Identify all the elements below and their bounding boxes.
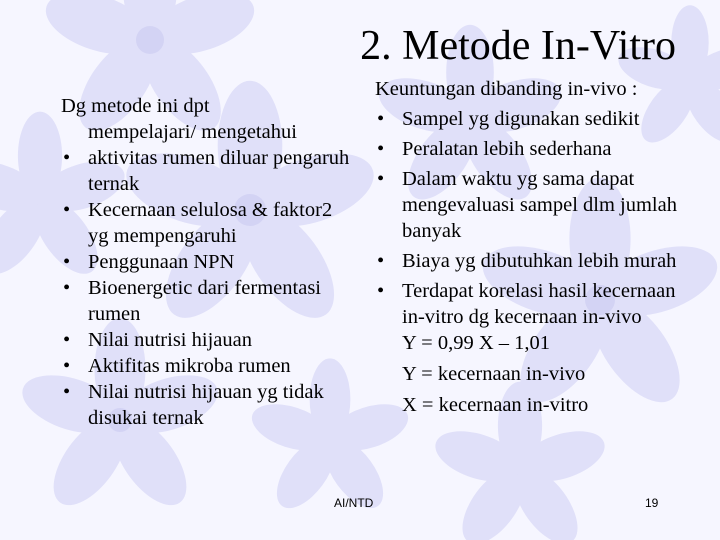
list-item-text: Nilai nutrisi hijauan: [88, 329, 252, 351]
list-item: [61, 145, 351, 197]
page-number: 19: [645, 496, 659, 510]
bullet-icon: •: [377, 138, 385, 160]
list-item-text: Sampel yg digunakan sedikit: [402, 108, 640, 130]
list-item: [375, 106, 695, 132]
slide-title: 2. Metode In-Vitro: [360, 23, 676, 69]
right-column: [375, 76, 695, 418]
bullet-icon: •: [377, 250, 385, 272]
bullet-icon: •: [63, 147, 71, 169]
footer-author: AI/NTD: [334, 496, 374, 510]
list-item-text: Peralatan lebih sederhana: [402, 138, 612, 160]
list-item-text: Terdapat korelasi hasil kecernaan in-vitro dg kecernaan in-vivo: [402, 280, 676, 328]
list-item: [375, 166, 695, 244]
bullet-icon: •: [377, 108, 385, 130]
bullet-icon: •: [63, 277, 71, 299]
list-item: [375, 278, 695, 418]
left-intro: [61, 93, 351, 145]
left-intro-line1: Dg metode ini dpt: [61, 95, 210, 117]
regression-equation: Y = 0,99 X – 1,01: [402, 332, 551, 354]
list-item-text: Biaya yg dibutuhkan lebih murah: [402, 250, 677, 272]
list-item-text: Penggunaan NPN: [88, 251, 235, 273]
list-item: [61, 327, 351, 353]
list-item-text: Kecernaan selulosa & faktor2 yg mempengaruhi: [88, 199, 333, 247]
list-item: [61, 197, 351, 249]
left-column: [61, 93, 351, 431]
list-item: [61, 379, 351, 431]
list-item: [61, 249, 351, 275]
y-definition: Y = kecernaan in-vivo: [402, 363, 586, 385]
bullet-icon: •: [63, 251, 71, 273]
left-bullet-list: [61, 145, 351, 431]
list-item-text: Bioenergetic dari fermentasi rumen: [88, 277, 321, 325]
list-item: [375, 136, 695, 162]
bullet-icon: •: [63, 329, 71, 351]
list-item: [61, 353, 351, 379]
right-bullet-list: [375, 106, 695, 418]
advantages-heading: Keuntungan dibanding in-vivo :: [375, 78, 638, 100]
list-item: [375, 248, 695, 274]
bullet-icon: •: [63, 381, 71, 403]
list-item-text: aktivitas rumen diluar pengaruh ternak: [88, 147, 350, 195]
list-item-text: Aktifitas mikroba rumen: [88, 355, 291, 377]
list-item-text: Dalam waktu yg sama dapat mengevaluasi sampel dlm jumlah banyak: [402, 168, 677, 242]
list-item-text: Nilai nutrisi hijauan yg tidak disukai ternak: [88, 381, 324, 429]
list-item: [61, 275, 351, 327]
bullet-icon: •: [63, 355, 71, 377]
x-definition: X = kecernaan in-vitro: [402, 394, 589, 416]
left-intro-line2: mempelajari/ mengetahui: [88, 121, 297, 143]
bullet-icon: •: [63, 199, 71, 221]
bullet-icon: •: [377, 280, 385, 302]
bullet-icon: •: [377, 168, 385, 190]
